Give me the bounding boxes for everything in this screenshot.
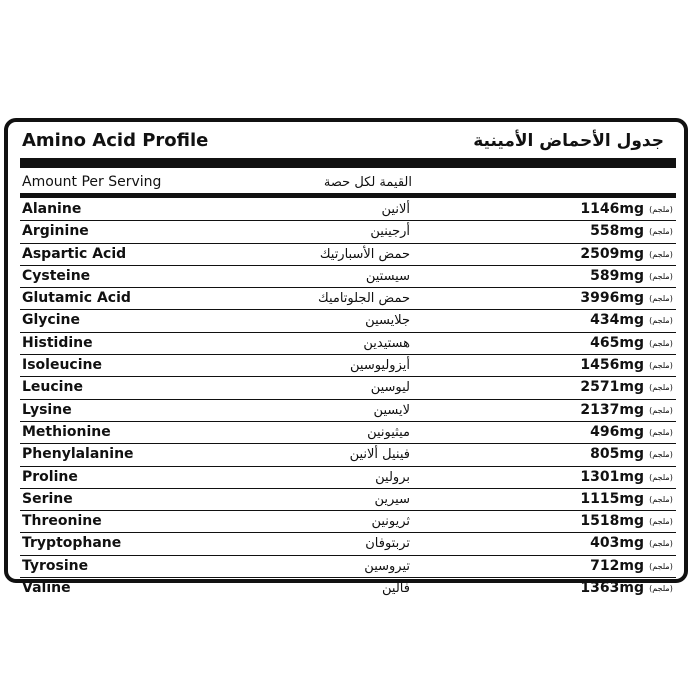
amino-acid-amount: 2509mg [580,245,644,262]
amino-acid-amount: 1518mg [580,513,644,530]
amino-acid-name-english: Cysteine [22,267,91,284]
amino-acid-name-english: Alanine [22,201,82,217]
serving-label-arabic: القيمة لكل حصة [323,175,412,190]
unit-label-arabic: (ملجم) [649,405,673,415]
unit-label-arabic: (ملجم) [649,249,673,259]
table-row [20,199,676,221]
table-row [20,489,676,511]
amino-acid-name-english: Threonine [22,513,102,530]
amino-acid-name-english: Lysine [22,401,72,418]
amino-acid-name-english: Valine [22,580,71,597]
table-row [20,333,676,355]
amino-acid-name-english: Glutamic Acid [22,290,131,307]
amino-acid-name-english: Aspartic Acid [22,245,127,262]
unit-label-arabic: (ملجم) [649,316,673,326]
amino-acid-name-arabic: فالين [382,581,410,597]
table-row [20,444,676,466]
amino-acid-name-english: Tyrosine [22,557,89,574]
unit-label-arabic: (ملجم) [649,494,673,504]
amino-acid-name-arabic: أيزوليوسين [350,358,410,374]
unit-label-arabic: (ملجم) [649,205,673,214]
table-row [20,355,676,377]
table-row [20,400,676,422]
amino-acid-name-english: Isoleucine [22,357,102,374]
serving-row [22,170,676,194]
table-row [20,578,676,599]
unit-label-arabic: (ملجم) [649,361,673,371]
amino-acid-name-arabic: ألانين [381,202,410,217]
amino-acid-amount: 2571mg [580,379,644,396]
amino-acid-name-english: Serine [22,490,73,507]
amino-acid-name-english: Arginine [22,223,89,240]
amino-acid-name-arabic: أرجينين [370,224,410,240]
table-row [20,556,676,578]
amino-acid-amount: 3996mg [580,290,644,307]
unit-label-arabic: (ملجم) [649,561,673,571]
amino-acid-name-arabic: حمض الأسبارتيك [319,246,410,262]
amino-acid-amount: 1363mg [580,580,644,597]
amino-acid-name-arabic: تيروسين [364,558,410,574]
amino-acid-name-arabic: ثريونين [371,514,410,530]
amino-acid-amount: 1456mg [580,357,644,374]
unit-label-arabic: (ملجم) [649,450,673,460]
unit-label-arabic: (ملجم) [649,584,673,594]
table-row [20,533,676,555]
unit-label-arabic: (ملجم) [649,271,673,281]
amino-acid-amount: 805mg [590,446,644,463]
unit-label-arabic: (ملجم) [649,294,673,304]
amino-acid-amount: 434mg [590,312,644,329]
amino-acid-name-arabic: تربتوفان [365,536,410,552]
amino-acid-name-arabic: حمض الجلوتاميك [317,291,410,307]
table-row [20,377,676,399]
label-header [22,128,672,154]
unit-label-arabic: (ملجم) [649,383,673,393]
amino-acid-name-arabic: هستيدين [363,335,410,351]
amino-acid-name-english: Methionine [22,423,111,440]
table-row [20,511,676,533]
amino-acid-name-arabic: لايسين [373,402,410,418]
title-arabic: جدول الأحماض الأمينية [473,131,664,151]
unit-label-arabic: (ملجم) [649,338,673,348]
amino-acid-name-english: Leucine [22,379,83,396]
amino-acid-name-english: Tryptophane [22,535,122,552]
amino-acid-label [4,118,688,597]
amino-acid-name-english: Phenylalanine [22,446,134,463]
unit-label-arabic: (ملجم) [649,539,673,549]
title-english: Amino Acid Profile [22,130,209,151]
table-row [20,244,676,266]
table-row [20,422,676,444]
amino-acid-name-english: Glycine [22,312,80,329]
amino-acid-name-arabic: برولين [375,469,410,485]
amino-acid-amount: 465mg [590,334,644,351]
amino-acid-rows [20,199,676,599]
table-row [20,288,676,310]
amino-acid-amount: 589mg [590,267,644,284]
amino-acid-amount: 2137mg [580,401,644,418]
amino-acid-name-arabic: فينيل ألانين [349,447,410,463]
amino-acid-amount: 403mg [590,535,644,552]
amino-acid-name-arabic: جلايسين [365,313,410,329]
amino-acid-amount: 1301mg [580,468,644,485]
table-row [20,221,676,243]
amino-acid-amount: 496mg [590,423,644,440]
amino-acid-amount: 712mg [590,557,644,574]
unit-label-arabic: (ملجم) [649,517,673,527]
amino-acid-amount: 558mg [590,223,644,240]
unit-label-arabic: (ملجم) [649,427,673,437]
amino-acid-name-arabic: سيستين [365,268,410,284]
amino-acid-name-arabic: ميثيونين [367,424,410,440]
unit-label-arabic: (ملجم) [649,472,673,482]
unit-label-arabic: (ملجم) [649,227,673,237]
amino-acid-name-english: Histidine [22,334,93,351]
amino-acid-name-arabic: ليوسين [370,380,410,396]
thick-divider [20,158,676,168]
table-row [20,266,676,288]
serving-label-english: Amount Per Serving [22,174,162,190]
medium-divider [20,193,676,198]
amino-acid-amount: 1115mg [580,490,644,507]
amino-acid-name-arabic: سيرين [374,491,410,507]
amino-acid-amount: 1146mg [580,201,644,217]
table-row [20,310,676,332]
amino-acid-name-english: Proline [22,468,78,485]
table-row [20,467,676,489]
